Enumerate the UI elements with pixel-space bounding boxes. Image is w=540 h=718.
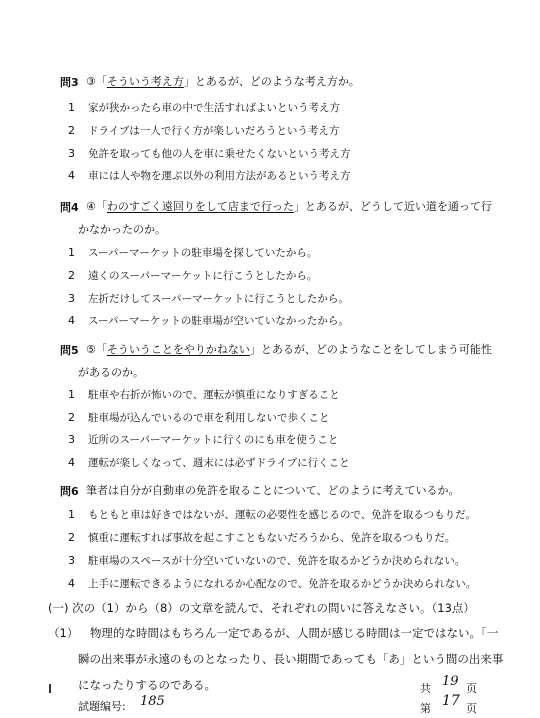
- q6-option-2-text: 慎重に運転すれば事故を起こすこともないだろうから、免許を取るつもりだ。: [88, 532, 456, 544]
- q4-option-3-text: 左折だけしてスーパーマーケットに行こうとしたから。: [88, 293, 349, 305]
- q4-option-1-text: スーパーマーケットの駐車場を探していたから。: [88, 247, 318, 259]
- question-5-text-prefix: ⑤「: [86, 343, 107, 356]
- q6-option-4-number: 4: [68, 577, 75, 590]
- q5-option-4-text: 運転が楽しくなって、週末には必ずドライブに行くこと: [88, 457, 350, 469]
- question-5-text-suffix: 」とあるが、どのようなことをしてしまう可能性: [249, 343, 492, 356]
- passage-line-1: 物理的な時間はもちろん一定であるが、人間が感じる時間は一定ではない。「一: [90, 626, 499, 640]
- page-number-prefix: 第: [420, 702, 431, 715]
- q6-option-4-text: 上手に運転できるようになれるか心配なので、免許を取るかどうか決められない。: [88, 578, 477, 590]
- q5-option-2-text: 駐車場が込んでいるので車を利用しないで歩くこと: [88, 412, 330, 424]
- q3-option-2-text: ドライブは一人で行く方が楽しいだろうという考え方: [88, 125, 340, 137]
- page-number-value: 17: [442, 693, 460, 709]
- passage-line-3: になったりするのである。: [78, 678, 216, 692]
- question-3-label: 問3: [60, 76, 79, 89]
- q4-option-2-number: 2: [68, 269, 75, 282]
- q3-option-3-text: 免許を取っても他の人を車に乗せたくないという考え方: [88, 148, 351, 160]
- passage-item-number: （1）: [48, 626, 79, 640]
- q5-option-2-number: 2: [68, 411, 75, 424]
- q6-option-2-number: 2: [68, 531, 75, 544]
- question-4-text: [86, 198, 492, 214]
- q6-option-3-number: 3: [68, 554, 75, 567]
- question-4-text-suffix: 」とあるが、どうして近い道を通って行: [293, 200, 492, 213]
- q6-option-1-text: もともと車は好きではないが、運転の必要性を感じるので、免許を取るつもりだ。: [88, 509, 477, 521]
- question-4-reference: わのすごく遠回りをして店まで行った: [106, 200, 294, 213]
- q3-option-4-text: 車には人や物を運ぶ以外の利用方法があるという考え方: [88, 170, 351, 182]
- question-5-label: 問5: [60, 344, 79, 357]
- total-pages-value: 19: [442, 674, 459, 689]
- question-4-text-continued: かなかったのか。: [78, 223, 166, 236]
- q4-option-1-number: 1: [68, 246, 75, 259]
- passage-line-2: 瞬の出来事が永遠のものとなったり、長い期間であっても「あ」という間の出来事: [78, 652, 504, 666]
- q4-option-2-text: 遠くのスーパーマーケットに行こうとしたから。: [88, 270, 318, 282]
- exam-number-value: 185: [140, 694, 165, 709]
- question-3-text-prefix: ③「: [86, 75, 107, 88]
- q3-option-3-number: 3: [68, 147, 75, 160]
- q5-option-3-number: 3: [68, 433, 75, 446]
- total-pages-suffix: 页: [466, 682, 477, 695]
- margin-mark: [49, 684, 51, 693]
- question-4-label: 問4: [60, 201, 79, 214]
- q4-option-4-number: 4: [68, 314, 75, 327]
- question-5-text-continued: があるのか。: [78, 366, 144, 379]
- q4-option-4-text: スーパーマーケットの駐車場が空いていなかったから。: [88, 315, 349, 327]
- q3-option-4-number: 4: [68, 169, 75, 182]
- question-3-text: [86, 73, 360, 89]
- q5-option-4-number: 4: [68, 456, 75, 469]
- question-5-reference: そういうことをやりかねない: [106, 343, 250, 356]
- q3-option-1-number: 1: [68, 101, 75, 114]
- question-4-text-prefix: ④「: [86, 200, 107, 213]
- question-3-reference: そういう考え方: [106, 75, 184, 88]
- q5-option-3-text: 近所のスーパーマーケットに行くのにも車を使うこと: [88, 434, 339, 446]
- total-pages-prefix: 共: [420, 682, 431, 695]
- section-instruction: (一) 次の（1）から（8）の文章を読んで、それぞれの問いに答えなさい。（13点）: [48, 601, 475, 615]
- q5-option-1-text: 駐車や右折が怖いので、運転が慎重になりすぎること: [88, 389, 340, 401]
- question-3-text-suffix: 」とあるが、どのような考え方か。: [183, 75, 360, 88]
- q6-option-3-text: 駐車場のスペースが十分空いていないので、免許を取るかどうか決められない。: [88, 555, 466, 567]
- exam-number-label: 試題编号:: [78, 700, 126, 713]
- q4-option-3-number: 3: [68, 292, 75, 305]
- q5-option-1-number: 1: [68, 388, 75, 401]
- page-number-suffix: 页: [466, 702, 477, 715]
- question-5-text: [86, 341, 492, 357]
- question-6-label: 問6: [60, 485, 79, 498]
- q3-option-2-number: 2: [68, 124, 75, 137]
- q6-option-1-number: 1: [68, 508, 75, 521]
- q3-option-1-text: 家が狭かったら車の中で生活すればよいという考え方: [88, 102, 340, 114]
- question-6-text: 筆者は自分が自動車の免許を取ることについて、どのように考えているか。: [86, 484, 460, 497]
